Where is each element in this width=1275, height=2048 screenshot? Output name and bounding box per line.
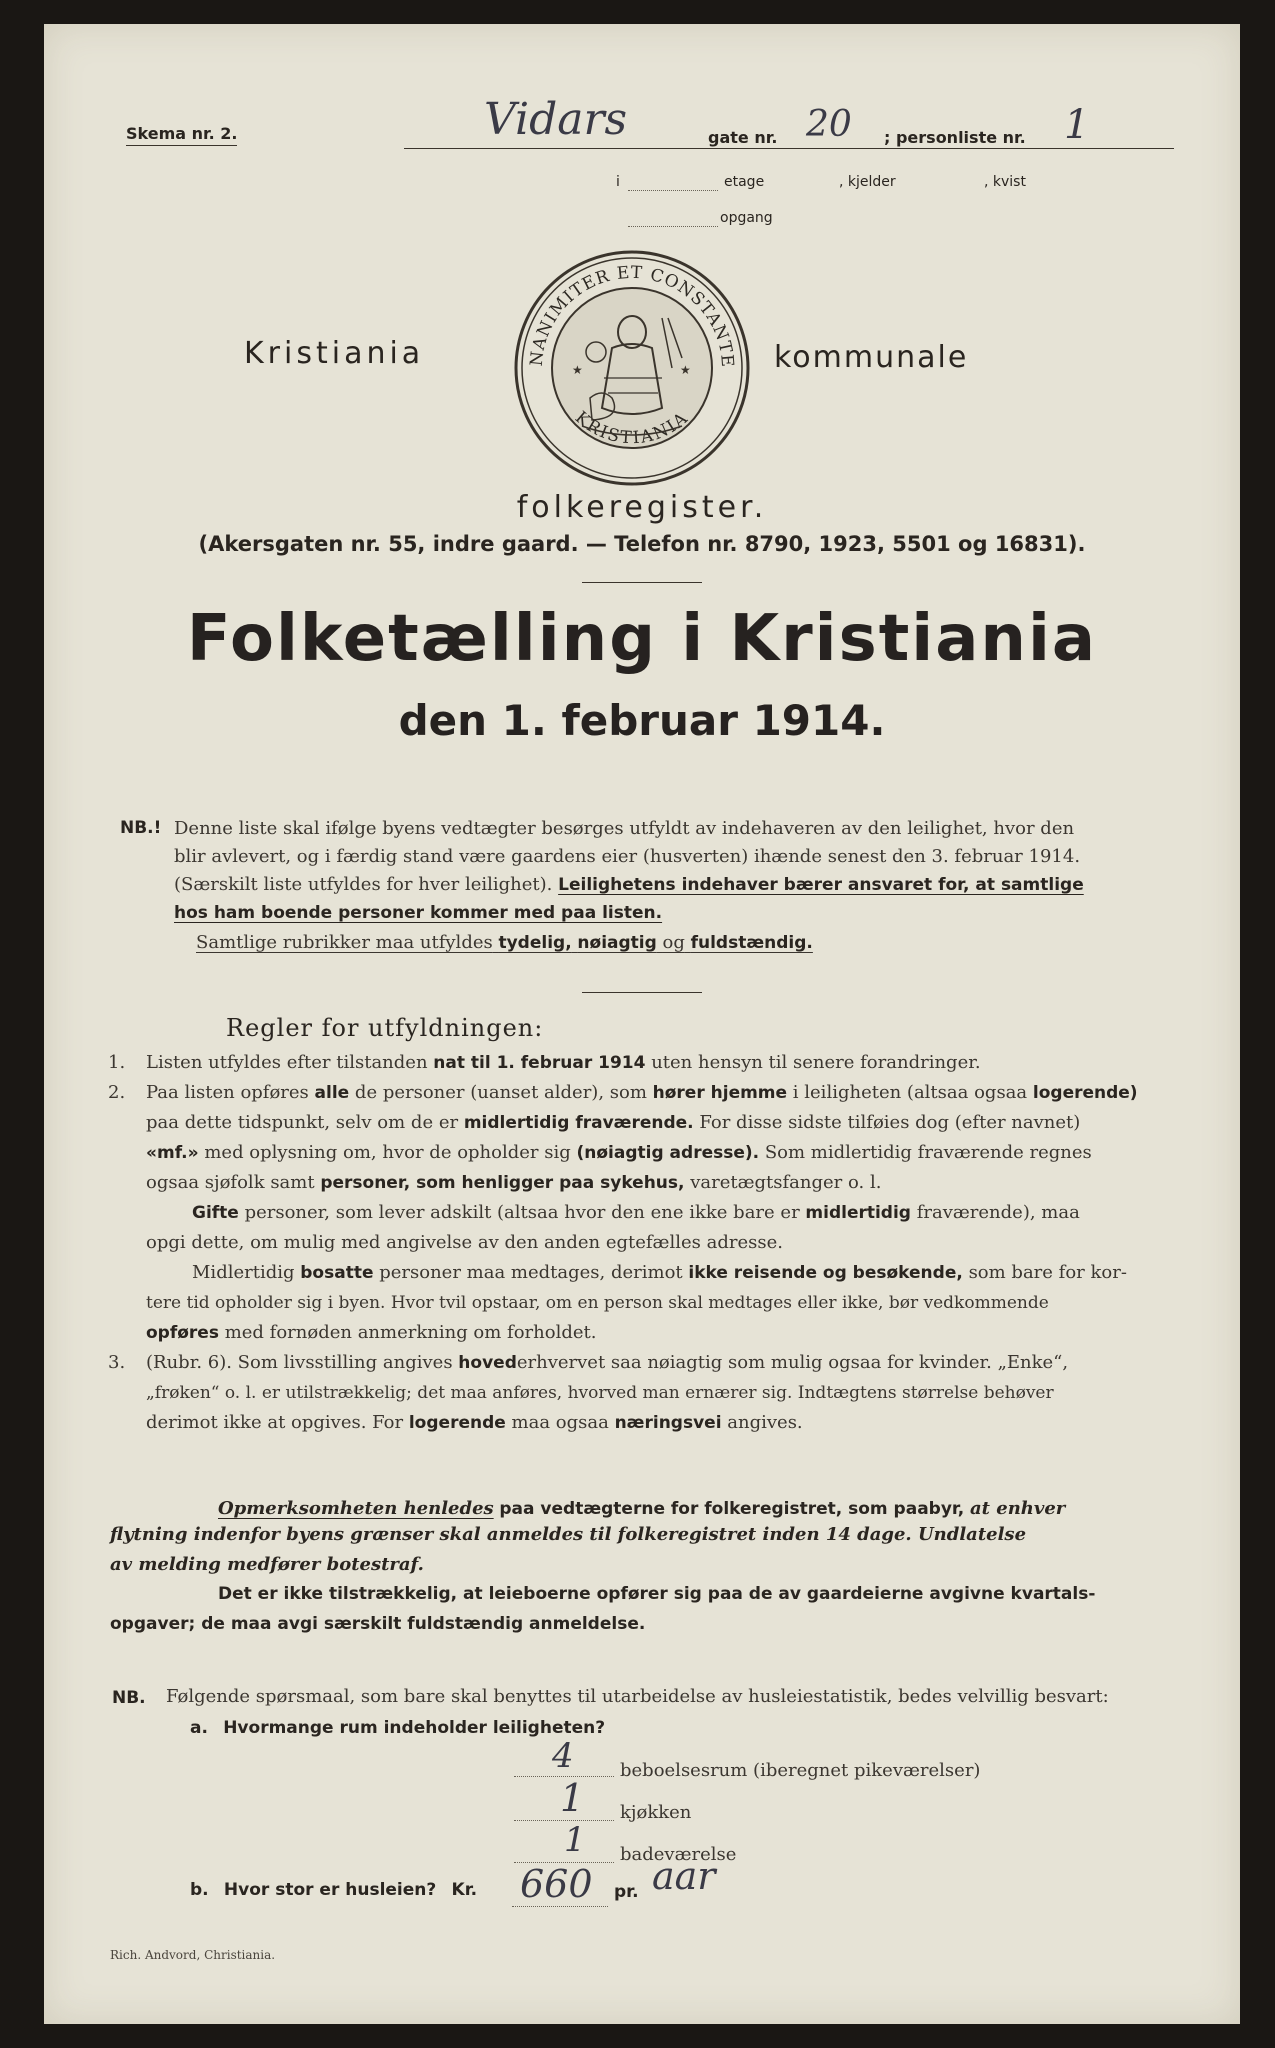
rule-1c: uten hensyn til senere forandringer.	[651, 1052, 981, 1073]
r3-l1a: (Rubr. 6). Som livsstilling angives	[146, 1352, 453, 1373]
r2-l7d: ikke reisende og besøkende,	[688, 1263, 963, 1283]
r3-l3b: logerende	[408, 1413, 506, 1433]
question-a-label: a.	[190, 1718, 208, 1738]
r2-l5c: midlertidig	[805, 1203, 911, 1223]
notice-line-4	[218, 1584, 1095, 1604]
office-name: folkeregister.	[516, 490, 768, 525]
r2-l1b: alle	[314, 1083, 350, 1103]
r2-l3a: «mf.»	[146, 1143, 199, 1163]
notice-line-1	[218, 1494, 1065, 1524]
r2-l3b: med oplysning om, hvor de opholder sig	[204, 1142, 571, 1163]
seal-top-text: NANIMITER ET CONSTANTE	[526, 262, 738, 369]
notice-l1b: paa vedtægterne for folkeregistret, som paabyr,	[499, 1499, 965, 1519]
divider	[582, 582, 702, 583]
bath-value-handwritten: 1	[564, 1820, 586, 1860]
r2-l3d: Som midlertidig fraværende regnes	[764, 1142, 1092, 1163]
rules-heading: Regler for utfyldningen:	[226, 1014, 544, 1042]
notice-line-5	[110, 1614, 645, 1634]
nb-line-5a: Samtlige rubrikker maa utfyldes	[196, 932, 493, 953]
period-value-handwritten: aar	[652, 1854, 716, 1898]
question-b-label: b.	[190, 1880, 209, 1900]
question-b	[190, 1880, 477, 1900]
question-a-text: Hvormange rum indeholder leiligheten?	[223, 1718, 606, 1738]
r2-l1e: i leiligheten (altsaa ogsaa	[792, 1082, 1028, 1103]
kr-label: Kr.	[451, 1880, 478, 1900]
notice-l5: opgaver; de maa avgi særskilt fuldstændig anmeldelse.	[110, 1614, 646, 1634]
nb-line-4-text: hos ham boende personer kommer med paa listen.	[174, 903, 663, 923]
census-form-sheet	[44, 24, 1240, 2024]
rent-dots	[512, 1906, 608, 1907]
rooms-label: beboelsesrum (iberegnet pikeværelser)	[620, 1760, 981, 1781]
r3-l3d: næringsvei	[614, 1413, 722, 1433]
r2-l7b: bosatte	[300, 1263, 374, 1283]
opgang-label: opgang	[720, 210, 773, 226]
etage-i: i	[616, 174, 620, 190]
seal-bottom-text: KRISTIANIA	[571, 407, 693, 449]
gate-number-handwritten: 20	[806, 104, 852, 145]
notice-l1c: at enhver	[970, 1498, 1066, 1519]
office-address: (Akersgaten nr. 55, indre gaard. — Telefon nr. 8790, 1923, 5501 og 16831).	[198, 532, 1086, 556]
personliste-number-handwritten: 1	[1064, 102, 1090, 148]
rule-1b: nat til 1. februar 1914	[433, 1053, 646, 1073]
rule-2-line-7	[192, 1258, 1127, 1288]
etage-label: etage	[724, 174, 765, 190]
rent-value-handwritten: 660	[520, 1862, 593, 1906]
rule-1-number: 1.	[108, 1052, 126, 1073]
r3-l3e: angives.	[727, 1412, 803, 1433]
schema-number: Skema nr. 2.	[126, 124, 237, 146]
r3-l1c: erhvervet saa nøiagtig som mulig ogsaa for kvinder. „Enke“,	[516, 1352, 1069, 1373]
nb-line-3a: (Særskilt liste utfyldes for hver leilighet).	[174, 874, 553, 895]
nb-line-5b: tydelig,	[498, 933, 572, 953]
printer-imprint: Rich. Andvord, Christiania.	[110, 1948, 276, 1962]
nb-line-4	[174, 898, 662, 928]
rule-2-line-6: opgi dette, om mulig med angivelse av den anden egtefælles adresse.	[146, 1232, 783, 1253]
seal-emblem-icon	[512, 248, 752, 488]
r2-l1d: hører hjemme	[652, 1083, 788, 1103]
r2-l7e: som bare for kor-	[968, 1262, 1127, 1283]
pr-label: pr.	[614, 1882, 639, 1902]
r2-l1f: logerende)	[1032, 1083, 1138, 1103]
nb-line-5e: fuldstændig.	[690, 933, 813, 953]
city-seal	[512, 248, 752, 488]
question-b-text: Hvor stor er husleien?	[223, 1880, 437, 1900]
kitchen-label: kjøkken	[620, 1802, 692, 1823]
pr-label-wrap	[614, 1882, 639, 1902]
r2-l5b: personer, som lever adskilt (altsaa hvor den ene ikke bare er	[244, 1202, 800, 1223]
office-left-text: Kristiania	[244, 336, 425, 371]
kitchen-value-handwritten: 1	[560, 1776, 585, 1820]
rule-2-line-3	[146, 1138, 1092, 1168]
rule-2-number: 2.	[108, 1082, 126, 1103]
svg-text:★: ★	[680, 363, 691, 377]
r2-l4b: personer, som henligger paa sykehus,	[320, 1173, 685, 1193]
rule-2-line-5	[192, 1198, 1080, 1228]
rule-2-line-4	[146, 1168, 881, 1198]
gate-label: gate nr.	[708, 128, 778, 147]
nb-line-5	[196, 928, 813, 958]
etage-dots	[628, 190, 718, 191]
nb-line-3	[174, 870, 1084, 900]
address-line	[404, 148, 1174, 149]
opgang-dots	[628, 226, 718, 227]
kjelder-label: , kjelder	[839, 174, 896, 190]
r2-l2a: paa dette tidspunkt, selv om de er	[146, 1112, 459, 1133]
nb-line-1: Denne liste skal ifølge byens vedtægter besørges utfyldt av indehaveren av den leilighet, hvor den	[174, 818, 1075, 839]
office-right-text: kommunale	[774, 340, 969, 375]
r2-l7a: Midlertidig	[192, 1262, 295, 1283]
nb2-label	[112, 1688, 146, 1708]
rule-2-line-2	[146, 1108, 1080, 1138]
kvist-label: , kvist	[984, 174, 1026, 190]
nb-line-3b: Leilighetens indehaver bærer ansvaret for, at samtlige	[558, 875, 1084, 895]
rule-1a: Listen utfyldes efter tilstanden	[146, 1052, 428, 1073]
rule-2-line-8: tere tid opholder sig i byen. Hvor tvil opstaar, om en person skal medtages eller ikke, bør vedkommende	[146, 1293, 1049, 1313]
r3-l3c: maa ogsaa	[511, 1412, 609, 1433]
r2-l1c: de personer (uanset alder), som	[354, 1082, 647, 1103]
street-name-handwritten: Vidars	[484, 94, 628, 145]
r2-l4c: varetægtsfanger o. l.	[690, 1172, 882, 1193]
personliste-label: ; personliste nr.	[884, 128, 1026, 147]
document-date: den 1. februar 1914.	[398, 696, 886, 745]
r3-l3a: derimot ikke at opgives. For	[146, 1412, 404, 1433]
nb-label: NB.!	[120, 818, 162, 838]
r2-l1a: Paa listen opføres	[146, 1082, 309, 1103]
r2-l9b: med fornøden anmerkning om forholdet.	[224, 1322, 597, 1343]
question-a	[190, 1718, 605, 1738]
rooms-value-handwritten: 4	[552, 1736, 574, 1776]
svg-text:★: ★	[572, 363, 583, 377]
notice-l1a: Opmerksomheten henledes	[218, 1498, 494, 1519]
r2-l4a: ogsaa sjøfolk samt	[146, 1172, 315, 1193]
nb2-text: Følgende spørsmaal, som bare skal benyttes til utarbeidelse av husleiestatistik, bedes velvillig besvart:	[166, 1686, 1109, 1707]
rule-3-line-2: „frøken“ o. l. er utilstrækkelig; det maa anføres, hvorved man ernærer sig. Indtægtens størrelse behøver	[146, 1383, 1054, 1403]
notice-line-2: flytning indenfor byens grænser skal anmeldes til folkeregistret inden 14 dage. Undlatelse	[110, 1524, 1027, 1545]
rule-3-line-3	[146, 1408, 803, 1438]
rule-3-number: 3.	[108, 1352, 126, 1373]
nb-line-5c: nøiagtig	[577, 933, 657, 953]
r2-l3c: (nøiagtig adresse).	[576, 1143, 760, 1163]
nb2-label-text: NB.	[112, 1688, 146, 1708]
r2-l7c: personer maa medtages, derimot	[379, 1262, 683, 1283]
r2-l5a: Gifte	[192, 1203, 239, 1223]
rule-2-line-1	[146, 1078, 1138, 1108]
rule-3-line-1	[146, 1348, 1068, 1378]
r2-l9a: opføres	[146, 1323, 219, 1343]
r2-l5d: fraværende), maa	[916, 1202, 1080, 1223]
r2-l2c: For disse sidste tilføies dog (efter navnet)	[699, 1112, 1081, 1133]
r2-l2b: midlertidig fraværende.	[463, 1113, 694, 1133]
notice-line-3: av melding medfører botestraf.	[110, 1554, 424, 1575]
notice-l4: Det er ikke tilstrækkelig, at leieboerne opfører sig paa de av gaardeierne avgivne kvartals-	[218, 1584, 1096, 1604]
document-title: Folketælling i Kristiania	[186, 602, 1098, 676]
nb-line-2: blir avlevert, og i færdig stand være gaardens eier (husverten) ihænde senest den 3. februar 1914.	[174, 846, 1081, 867]
r3-l1b: hoved	[458, 1353, 517, 1373]
divider	[582, 992, 702, 993]
bath-label: badeværelse	[620, 1844, 737, 1865]
rule-1	[146, 1048, 981, 1078]
nb-line-5d: og	[662, 932, 685, 953]
rule-2-line-9	[146, 1318, 596, 1348]
